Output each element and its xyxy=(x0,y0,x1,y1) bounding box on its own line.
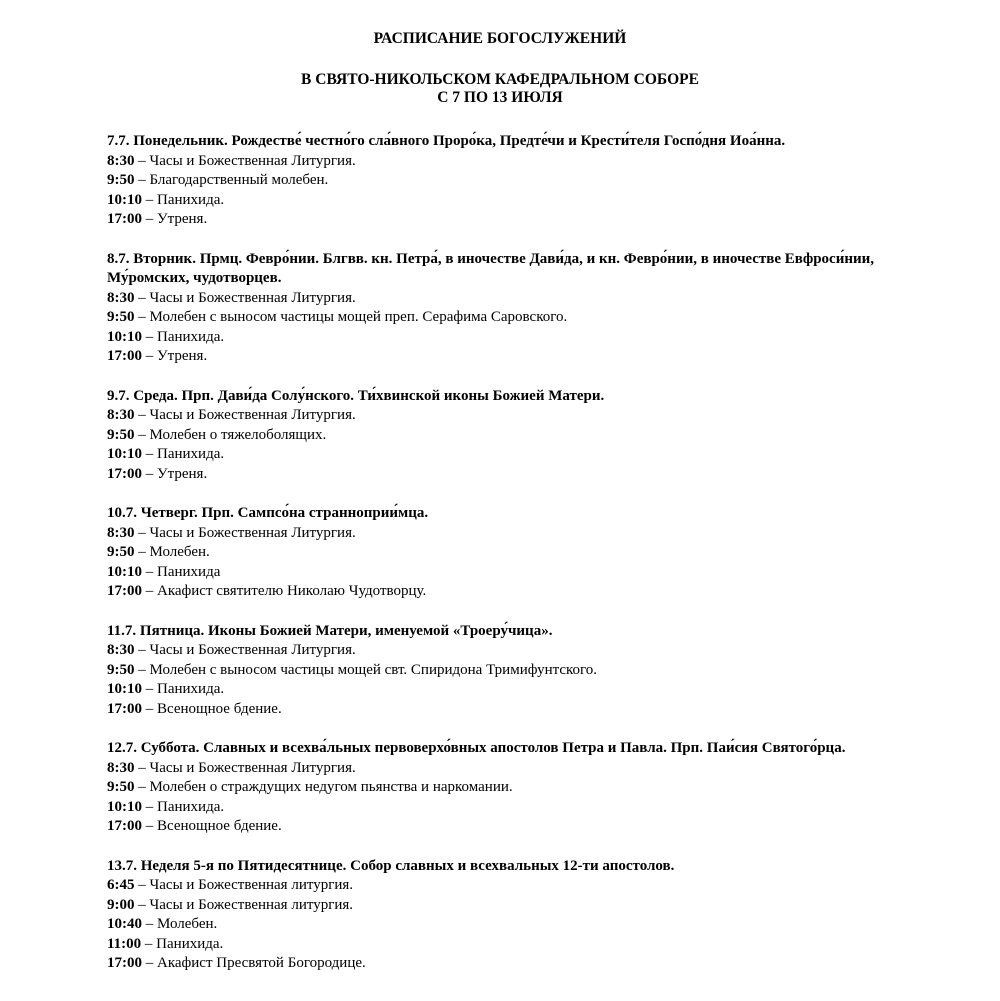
service-entry xyxy=(107,876,897,896)
service-description: – Утреня. xyxy=(142,348,208,364)
service-description: – Панихида. xyxy=(142,191,225,208)
day-heading: 13.7. Неделя 5-я по Пятидесятнице. Собор славных и всехвальных 12-ти апостолов. xyxy=(107,857,675,874)
service-description: – Акафист Пресвятой Богородице. xyxy=(142,955,366,971)
service-time: 9:00 xyxy=(107,896,135,913)
service-time: 10:10 xyxy=(107,446,142,462)
page-subtitle-cathedral: В СВЯТО-НИКОЛЬСКОМ КАФЕДРАЛЬНОМ СОБОРЕ xyxy=(301,71,699,88)
service-entry xyxy=(107,289,897,309)
service-entry xyxy=(107,152,897,172)
day-block xyxy=(107,250,897,367)
service-description: – Часы и Божественная Литургия. xyxy=(134,524,356,541)
service-description: – Панихида. xyxy=(142,328,225,345)
service-time: 17:00 xyxy=(107,211,142,227)
service-time: 17:00 xyxy=(107,700,142,717)
service-time: 8:30 xyxy=(107,759,135,776)
service-entry xyxy=(107,954,897,974)
day-heading: 9.7. Среда. Прп. Дави́да Солу́нского. Ти́хвинской иконы Божией Матери. xyxy=(107,387,605,404)
service-description: – Молебен с выносом частицы мощей свт. Спиридона Тримифунтского. xyxy=(134,661,598,678)
service-entry xyxy=(107,308,897,328)
day-block xyxy=(107,132,897,230)
service-entry xyxy=(107,759,897,779)
service-time: 8:30 xyxy=(107,524,135,541)
service-entry xyxy=(107,191,897,211)
service-time: 9:50 xyxy=(107,172,135,188)
service-description: – Молебен. xyxy=(134,544,210,560)
service-time: 17:00 xyxy=(107,583,142,599)
service-entry xyxy=(107,915,897,935)
day-heading: 11.7. Пятница. Иконы Божией Матери, именуемой «Троеру́чица». xyxy=(107,622,553,639)
service-time: 10:10 xyxy=(107,563,142,580)
service-time: 9:50 xyxy=(107,661,135,678)
day-heading: 8.7. Вторник. Прмц. Февро́нии. Блгвв. кн. Петра́, в иночестве Дави́да, и кн. Февро́нии, в иночестве Евфроси́нии, Му́ромских, чудотворцев. xyxy=(107,250,875,286)
service-description: – Всенощное бдение. xyxy=(142,818,282,834)
day-block xyxy=(107,504,897,602)
service-entry xyxy=(107,582,897,602)
service-description: – Панихида. xyxy=(142,446,225,462)
service-entry xyxy=(107,563,897,583)
service-time: 8:30 xyxy=(107,642,135,658)
service-description: – Панихида. xyxy=(141,935,224,952)
service-entry xyxy=(107,641,897,661)
service-time: 9:50 xyxy=(107,426,135,443)
service-entry xyxy=(107,210,897,230)
service-entry xyxy=(107,328,897,348)
service-time: 9:50 xyxy=(107,544,135,560)
service-description: – Панихида. xyxy=(142,681,225,697)
service-time: 8:30 xyxy=(107,152,135,169)
service-description: – Молебен с выносом частицы мощей преп. Серафима Саровского. xyxy=(134,309,568,325)
service-entry xyxy=(107,798,897,818)
service-description: – Молебен о страждущих недугом пьянства и наркомании. xyxy=(134,779,513,795)
service-entry xyxy=(107,778,897,798)
service-description: – Всенощное бдение. xyxy=(142,700,282,717)
service-description: – Часы и Божественная литургия. xyxy=(134,877,354,893)
service-time: 10:40 xyxy=(107,916,142,932)
day-heading: 12.7. Суббота. Славных и всехва́льных первоверхо́вных апостолов Петра и Павла. Прп. Паи́сия Святого́рца. xyxy=(107,740,846,756)
service-entry xyxy=(107,406,897,426)
service-entry xyxy=(107,347,897,367)
service-description: – Акафист святителю Николаю Чудотворцу. xyxy=(142,583,427,599)
service-description: – Панихида. xyxy=(142,798,225,815)
service-time: 10:10 xyxy=(107,798,142,815)
service-time: 8:30 xyxy=(107,407,135,423)
service-description: – Часы и Божественная Литургия. xyxy=(134,642,356,658)
service-description: – Панихида xyxy=(142,563,221,580)
service-entry xyxy=(107,661,897,681)
schedule-days xyxy=(107,132,897,994)
service-entry xyxy=(107,817,897,837)
service-entry xyxy=(107,680,897,700)
day-block xyxy=(107,387,897,485)
service-description: – Часы и Божественная Литургия. xyxy=(134,152,356,169)
page-title: РАСПИСАНИЕ БОГОСЛУЖЕНИЙ xyxy=(373,30,627,47)
service-description: – Молебен. xyxy=(142,916,218,932)
service-entry xyxy=(107,171,897,191)
service-time: 17:00 xyxy=(107,818,142,834)
service-entry xyxy=(107,445,897,465)
service-description: – Часы и Божественная Литургия. xyxy=(134,759,356,776)
service-entry xyxy=(107,465,897,485)
service-description: – Утреня. xyxy=(142,211,208,227)
service-description: – Часы и Божественная литургия. xyxy=(134,896,354,913)
service-entry xyxy=(107,543,897,563)
day-heading: 10.7. Четверг. Прп. Сампсо́на странноприи́мца. xyxy=(107,505,429,521)
service-entry xyxy=(107,700,897,720)
service-entry xyxy=(107,896,897,916)
service-time: 9:50 xyxy=(107,309,135,325)
service-time: 8:30 xyxy=(107,289,135,306)
service-description: – Часы и Божественная Литургия. xyxy=(134,289,356,306)
day-heading: 7.7. Понедельник. Рождестве́ честно́го сла́вного Проро́ка, Предте́чи и Крести́теля Госпо́дня Иоа́нна. xyxy=(107,133,786,149)
service-time: 17:00 xyxy=(107,465,142,482)
service-description: – Утреня. xyxy=(142,465,208,482)
service-entry xyxy=(107,935,897,955)
service-description: – Благодарственный молебен. xyxy=(134,172,329,188)
day-block xyxy=(107,739,897,837)
service-time: 9:50 xyxy=(107,779,135,795)
service-description: – Молебен о тяжелоболящих. xyxy=(134,426,327,443)
day-block xyxy=(107,622,897,720)
service-time: 10:10 xyxy=(107,191,142,208)
service-time: 17:00 xyxy=(107,955,142,971)
service-time: 11:00 xyxy=(107,935,142,952)
page-subtitle-dates: С 7 ПО 13 ИЮЛЯ xyxy=(437,89,563,106)
service-time: 10:10 xyxy=(107,328,142,345)
service-time: 17:00 xyxy=(107,348,142,364)
service-entry xyxy=(107,426,897,446)
service-description: – Часы и Божественная Литургия. xyxy=(134,407,356,423)
service-time: 6:45 xyxy=(107,877,135,893)
service-entry xyxy=(107,524,897,544)
day-block xyxy=(107,857,897,974)
service-time: 10:10 xyxy=(107,681,142,697)
